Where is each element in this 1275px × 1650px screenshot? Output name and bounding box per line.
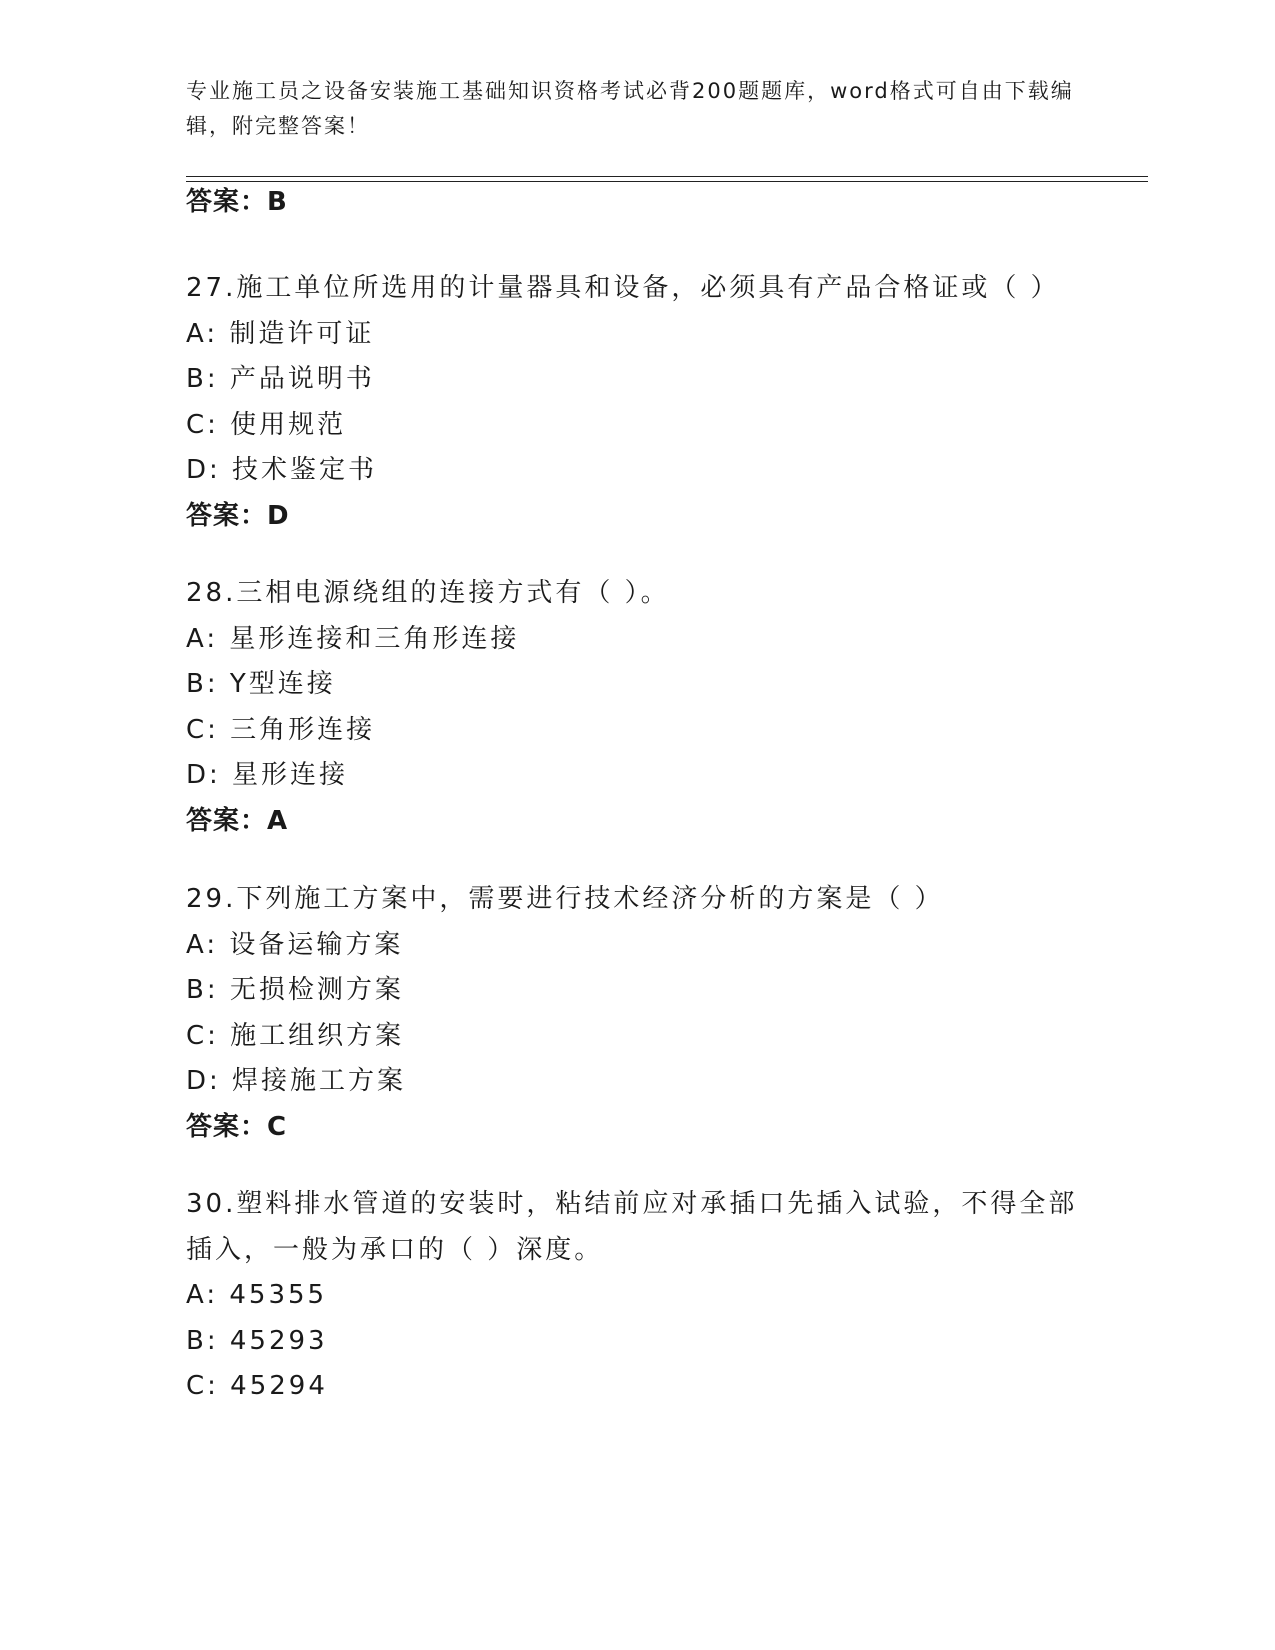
document-header: 专业施工员之设备安装施工基础知识资格考试必背200题题库，word格式可自由下载编辑，附完整答案！ <box>186 79 1074 138</box>
option-d: D: 焊接施工方案 <box>186 1066 407 1096</box>
option-b: B: Y型连接 <box>186 669 336 699</box>
question-stem: 28.三相电源绕组的连接方式有（ ）。 <box>186 578 670 608</box>
option-a: A: 设备运输方案 <box>186 929 404 960</box>
answer-line: 答案：A <box>186 805 289 836</box>
answer-line: 答案：B <box>186 187 288 217</box>
option-b: B: 无损检测方案 <box>186 975 404 1005</box>
option-c: C: 使用规范 <box>186 409 347 440</box>
option-c: C: 施工组织方案 <box>186 1020 405 1051</box>
option-d: D: 星形连接 <box>186 760 349 790</box>
question-stem: 27.施工单位所选用的计量器具和设备，必须具有产品合格证或（ ） <box>186 273 1060 303</box>
option-c: C: 三角形连接 <box>186 714 376 745</box>
option-d: D: 技术鉴定书 <box>186 455 378 485</box>
previous-answer-block <box>186 180 1086 226</box>
option-b: B: 产品说明书 <box>186 364 375 394</box>
question-stem: 30.塑料排水管道的安装时，粘结前应对承插口先插入试验，不得全部插入，一般为承口的（ ）深度。 <box>186 1189 1078 1265</box>
option-a: A: 星形连接和三角形连接 <box>186 623 520 654</box>
question-28 <box>186 571 1086 844</box>
question-27 <box>186 266 1086 539</box>
option-c: C: 45294 <box>186 1371 328 1401</box>
answer-line: 答案：D <box>186 500 290 531</box>
answer-line: 答案：C <box>186 1111 288 1142</box>
option-a: A: 制造许可证 <box>186 318 375 349</box>
option-b: B: 45293 <box>186 1325 328 1356</box>
header-divider-top <box>186 176 1148 177</box>
question-29 <box>186 877 1086 1150</box>
question-stem: 29.下列施工方案中，需要进行技术经济分析的方案是（ ） <box>186 884 944 914</box>
option-a: A: 45355 <box>186 1280 328 1310</box>
question-30 <box>186 1182 1086 1410</box>
